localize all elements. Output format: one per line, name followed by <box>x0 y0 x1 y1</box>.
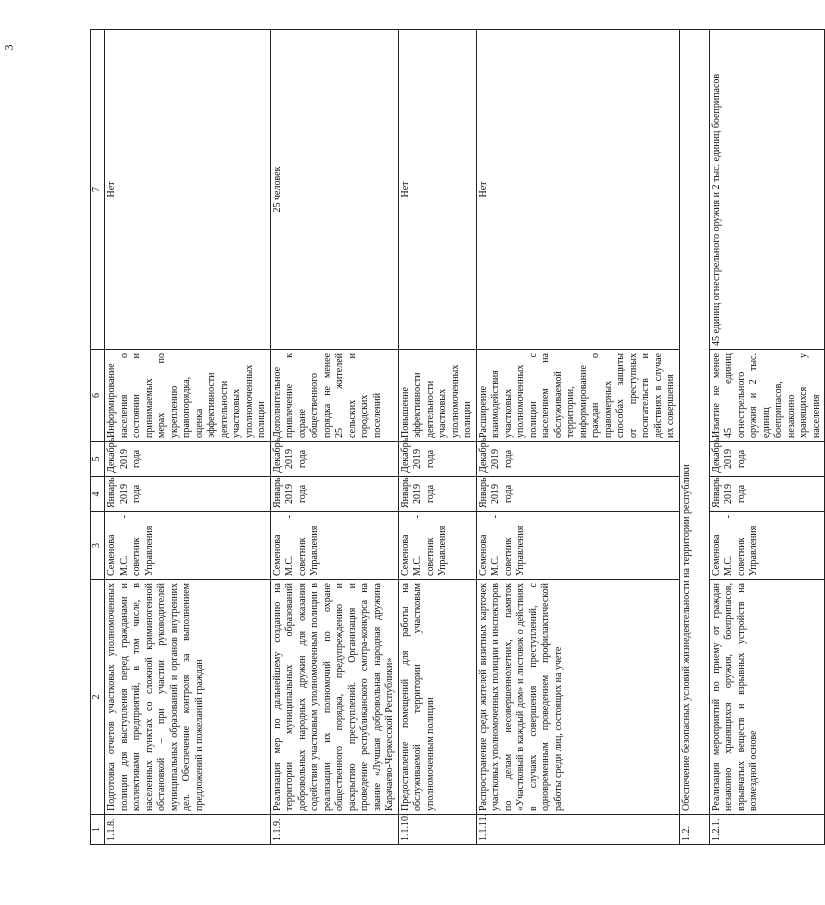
row-start: Январь 2019 года <box>398 477 476 512</box>
row-number: 1.1.11. <box>476 815 679 845</box>
header-row <box>91 30 105 845</box>
rotated-table-container <box>90 30 822 845</box>
row-text: Реализация мероприятий по приему от граждан незаконно хранящихся оружия, боеприпасов, взрывчатых веществ и взрывных устройств на возмездной основе <box>709 580 825 815</box>
row-result: Изъятие не менее 45 единиц огнестрельного оружия и 2 тыс. единиц боеприпасов, незаконно хранящихся у населения <box>709 350 825 442</box>
row-text: Подготовка отчетов участковых уполномоченных полиции для выступления перед гражданами и коллективами предприятий, в том числе, в населенных пунктах со сложной криминогенной обстановкой – при участии руководителей муниципальных образований и органов внутренних дел. Обеспечение контроля за выполнением предложений и пожеланий граждан <box>105 580 271 815</box>
row-end: Декабрь 2019 года <box>398 442 476 477</box>
row-indicator: 25 человек <box>270 30 398 350</box>
row-end: Декабрь 2019 года <box>476 442 679 477</box>
row-start: Январь 2019 года <box>476 477 679 512</box>
row-start: Январь 2019 года <box>270 477 398 512</box>
row-end: Декабрь 2019 года <box>270 442 398 477</box>
section-title: Обеспечение безопасных условий жизнедеятельности на территории республики <box>679 30 709 815</box>
table-row <box>709 30 825 845</box>
row-end: Декабрь 2019 года <box>709 442 825 477</box>
col-header-2: 2 <box>91 580 105 815</box>
row-result: Информирование населения о состоянии и принимаемых мерах по укреплению правопорядка, оценка эффективности деятельности участковых уполномоченных полиции <box>105 350 271 442</box>
row-result: Расширение взаимодействия участковых уполномоченных полиции с населением на обслуживаемой территории, информирование граждан о правомерных способах защиты от преступных посягательств и действиях в случае их совершения <box>476 350 679 442</box>
row-number: 1.1.10. <box>398 815 476 845</box>
row-result: Дополнительное привлечение к охране общественного порядка не менее 25 жителей сельских и городских поселений <box>270 350 398 442</box>
col-header-6: 6 <box>91 350 105 442</box>
row-text: Предоставление помещений для работы на обслуживаемой территории участковым уполномоченным полиции <box>398 580 476 815</box>
row-number: 1.1.9. <box>270 815 398 845</box>
row-responsible: Семенова М.С. - советник Управления <box>105 512 271 580</box>
row-number: 1.1.8. <box>105 815 271 845</box>
row-end: Декабрь 2019 года <box>105 442 271 477</box>
col-header-7: 7 <box>91 30 105 350</box>
row-responsible: Семенова М.С. - советник Управления <box>476 512 679 580</box>
section-row <box>679 30 709 845</box>
section-number: 1.2. <box>679 815 709 845</box>
col-header-1: 1 <box>91 815 105 845</box>
row-text: Реализация мер по дальнейшему созданию на территории муниципальных образований добровольных народных дружин для оказания содействия участковым уполномоченным полиции в реализации их полномочий по охране общественного порядка, предупреждению и раскрытию преступлений. Организация и проведение республиканского смотра-конкурса на звание «Лучшая добровольная народная дружина Карачаево-Черкесской Республики» <box>270 580 398 815</box>
row-indicator: 45 единиц огнестрельного оружия и 2 тыс. единиц боеприпасов <box>709 30 825 350</box>
row-start: Январь 2019 года <box>105 477 271 512</box>
row-responsible: Семенова М.С. - советник Управления <box>270 512 398 580</box>
row-result: Повышение эффективности деятельности участковых уполномоченных полиции <box>398 350 476 442</box>
col-header-3: 3 <box>91 512 105 580</box>
row-responsible: Семенова М.С. - советник Управления <box>709 512 825 580</box>
row-start: Январь 2019 года <box>709 477 825 512</box>
row-responsible: Семенова М.С. - советник Управления <box>398 512 476 580</box>
row-number: 1.2.1. <box>709 815 825 845</box>
table-row <box>270 30 398 845</box>
page-number: 3 <box>1 44 16 51</box>
table-row <box>105 30 271 845</box>
row-text: Распространение среди жителей визитных карточек участковых уполномоченных полиции и инспекторов по делам несовершеннолетних, памяток «Участковый в каждый дом» и листовок о действиях в случаях совершения преступлений, с одновременным проведением профилактической работы среди лиц, состоящих на учете <box>476 580 679 815</box>
table-row <box>476 30 679 845</box>
measures-table <box>90 29 825 845</box>
row-indicator: Нет <box>476 30 679 350</box>
table-row <box>398 30 476 845</box>
col-header-5: 5 <box>91 442 105 477</box>
row-indicator: Нет <box>105 30 271 350</box>
col-header-4: 4 <box>91 477 105 512</box>
row-indicator: Нет <box>398 30 476 350</box>
